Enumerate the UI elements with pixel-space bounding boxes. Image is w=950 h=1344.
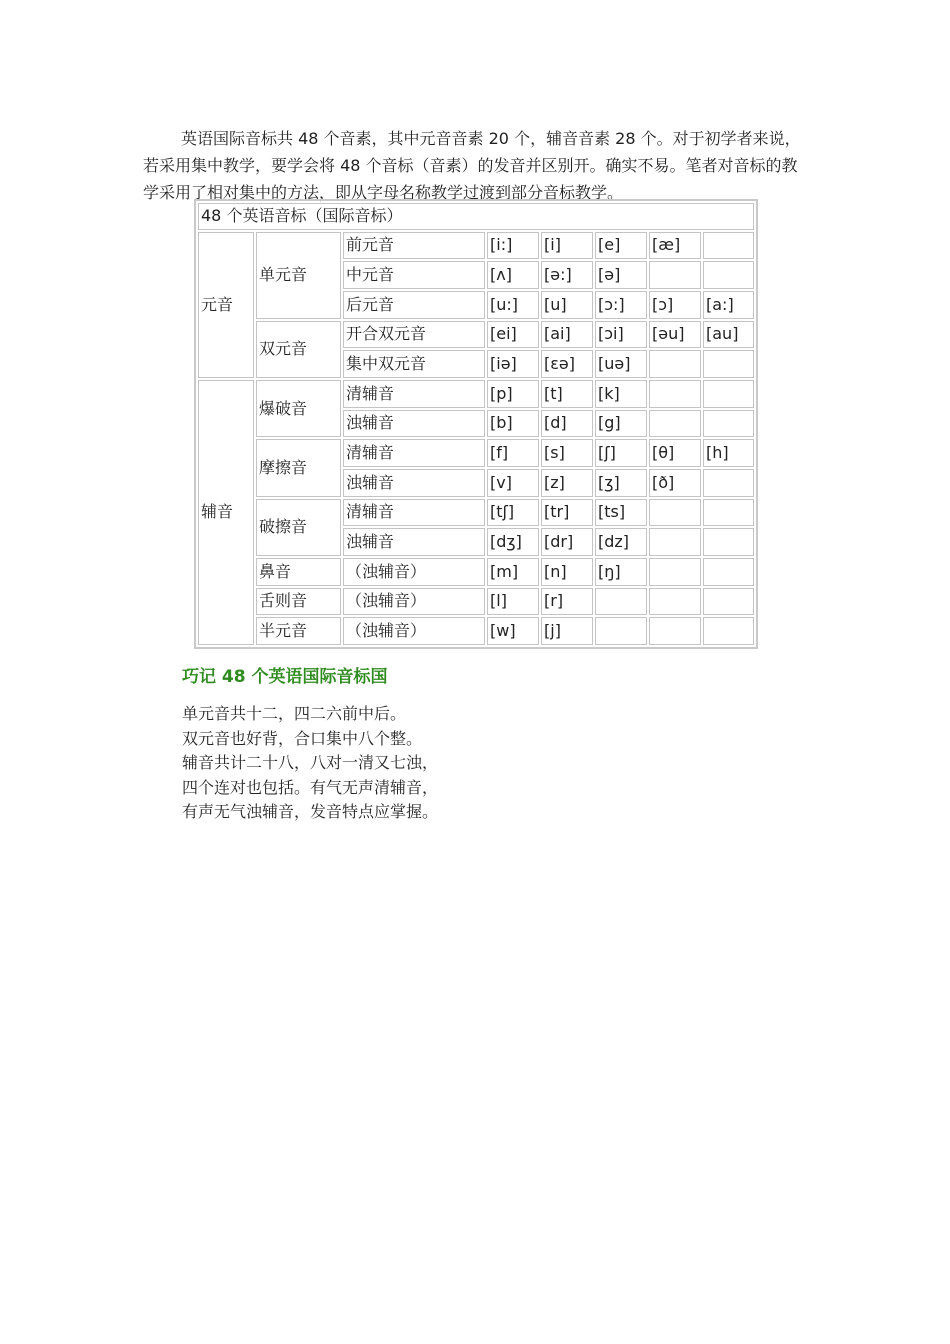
table-row bbox=[198, 232, 754, 260]
row-label: 后元音 bbox=[343, 291, 485, 319]
symbol-cell bbox=[703, 410, 754, 438]
symbol-cell bbox=[703, 617, 754, 645]
symbol-cell: [u] bbox=[541, 291, 593, 319]
symbol-cell bbox=[595, 588, 647, 616]
table-caption-row bbox=[198, 203, 754, 230]
subgroup-label-plosive: 爆破音 bbox=[256, 380, 341, 437]
symbol-cell: [e] bbox=[595, 232, 647, 260]
symbol-cell bbox=[649, 588, 701, 616]
rhyme-line: 辅音共计二十八，八对一清又七浊， bbox=[182, 753, 439, 772]
symbol-cell bbox=[649, 380, 701, 408]
symbol-cell: [d] bbox=[541, 410, 593, 438]
subgroup-label-nasal: 鼻音 bbox=[256, 558, 341, 586]
table-caption: 48 个英语音标（国际音标） bbox=[198, 203, 754, 230]
row-label: 浊辅音 bbox=[343, 469, 485, 497]
symbol-cell: [tʃ] bbox=[487, 499, 539, 527]
subgroup-label-lateral: 舌则音 bbox=[256, 588, 341, 616]
symbol-cell: [ɔ] bbox=[649, 291, 701, 319]
symbol-cell: [g] bbox=[595, 410, 647, 438]
symbol-cell bbox=[649, 410, 701, 438]
row-label: 集中双元音 bbox=[343, 350, 485, 378]
symbol-cell bbox=[649, 350, 701, 378]
row-label: （浊辅音） bbox=[343, 588, 485, 616]
symbol-cell: [u:] bbox=[487, 291, 539, 319]
subgroup-label-semivowel: 半元音 bbox=[256, 617, 341, 645]
symbol-cell: [ei] bbox=[487, 321, 539, 349]
table-row bbox=[198, 380, 754, 408]
symbol-cell bbox=[703, 380, 754, 408]
symbol-cell: [iə] bbox=[487, 350, 539, 378]
symbol-cell: [b] bbox=[487, 410, 539, 438]
symbol-cell: [v] bbox=[487, 469, 539, 497]
symbol-cell: [s] bbox=[541, 439, 593, 467]
intro-paragraph: 英语国际音标共 48 个音素，其中元音音素 20 个，辅音音素 28 个。对于初学者来说，若采用集中教学，要学会将 48 个音标（音素）的发音并区别开。确实不易。笔者对音标的教学采用了相对集中的方法，即从字母名称教学过渡到部分音标教学。 bbox=[143, 129, 801, 202]
symbol-cell: [i] bbox=[541, 232, 593, 260]
table-row bbox=[198, 321, 754, 349]
symbol-cell: [m] bbox=[487, 558, 539, 586]
row-label: 清辅音 bbox=[343, 499, 485, 527]
symbol-cell: [h] bbox=[703, 439, 754, 467]
table-row bbox=[198, 617, 754, 645]
rhyme-line: 四个连对也包括。有气无声清辅音， bbox=[182, 777, 439, 797]
table-row bbox=[198, 499, 754, 527]
row-label: （浊辅音） bbox=[343, 558, 485, 586]
symbol-cell bbox=[649, 617, 701, 645]
row-label: （浊辅音） bbox=[343, 617, 485, 645]
subgroup-label-fricative: 摩擦音 bbox=[256, 439, 341, 496]
symbol-cell: [ʌ] bbox=[487, 261, 539, 289]
symbol-cell bbox=[703, 261, 754, 289]
symbol-cell: [w] bbox=[487, 617, 539, 645]
symbol-cell: [ɔi] bbox=[595, 321, 647, 349]
symbol-cell bbox=[703, 232, 754, 260]
symbol-cell: [dr] bbox=[541, 528, 593, 556]
symbol-cell: [dʒ] bbox=[487, 528, 539, 556]
symbol-cell bbox=[595, 617, 647, 645]
subgroup-label-single-vowel: 单元音 bbox=[256, 232, 341, 319]
row-label: 前元音 bbox=[343, 232, 485, 260]
table-row bbox=[198, 588, 754, 616]
symbol-cell bbox=[703, 469, 754, 497]
symbol-cell bbox=[649, 499, 701, 527]
phonetic-symbol-table bbox=[194, 199, 758, 649]
row-label: 开合双元音 bbox=[343, 321, 485, 349]
symbol-cell: [p] bbox=[487, 380, 539, 408]
symbol-cell: [ɔ:] bbox=[595, 291, 647, 319]
row-label: 中元音 bbox=[343, 261, 485, 289]
symbol-cell: [ʃ] bbox=[595, 439, 647, 467]
symbol-cell: [z] bbox=[541, 469, 593, 497]
symbol-cell: [εə] bbox=[541, 350, 593, 378]
symbol-cell: [a:] bbox=[703, 291, 754, 319]
rhyme-line: 双元音也好背，合口集中八个整。 bbox=[182, 728, 423, 748]
symbol-cell: [i:] bbox=[487, 232, 539, 260]
symbol-cell: [ə:] bbox=[541, 261, 593, 289]
rhyme-line: 有声无气浊辅音，发音特点应掌握。 bbox=[182, 802, 439, 821]
table-row bbox=[198, 558, 754, 586]
symbol-cell: [r] bbox=[541, 588, 593, 616]
subgroup-label-affricate: 破擦音 bbox=[256, 499, 341, 556]
symbol-cell bbox=[703, 350, 754, 378]
row-label: 清辅音 bbox=[343, 439, 485, 467]
symbol-cell: [dz] bbox=[595, 528, 647, 556]
symbol-cell: [j] bbox=[541, 617, 593, 645]
row-label: 清辅音 bbox=[343, 380, 485, 408]
symbol-cell: [ŋ] bbox=[595, 558, 647, 586]
symbol-cell: [ə] bbox=[595, 261, 647, 289]
row-label: 浊辅音 bbox=[343, 528, 485, 556]
symbol-cell bbox=[649, 261, 701, 289]
rhyme-line: 单元音共十二，四二六前中后。 bbox=[182, 704, 407, 723]
symbol-cell: [æ] bbox=[649, 232, 701, 260]
symbol-cell bbox=[703, 558, 754, 586]
group-label-consonant: 辅音 bbox=[198, 380, 254, 645]
symbol-cell: [l] bbox=[487, 588, 539, 616]
symbol-cell bbox=[703, 588, 754, 616]
mnemonic-rhyme bbox=[182, 702, 438, 825]
symbol-cell: [tr] bbox=[541, 499, 593, 527]
symbol-cell: [ai] bbox=[541, 321, 593, 349]
table-row bbox=[198, 439, 754, 467]
symbol-cell: [t] bbox=[541, 380, 593, 408]
symbol-cell: [f] bbox=[487, 439, 539, 467]
symbol-cell: [ts] bbox=[595, 499, 647, 527]
symbol-cell: [ð] bbox=[649, 469, 701, 497]
symbol-cell bbox=[649, 528, 701, 556]
symbol-cell: [n] bbox=[541, 558, 593, 586]
subgroup-label-double-vowel: 双元音 bbox=[256, 321, 341, 378]
symbol-cell: [θ] bbox=[649, 439, 701, 467]
symbol-cell bbox=[703, 499, 754, 527]
symbol-cell: [ʒ] bbox=[595, 469, 647, 497]
row-label: 浊辅音 bbox=[343, 410, 485, 438]
section-heading: 巧记 48 个英语国际音标国 bbox=[182, 667, 388, 687]
symbol-cell: [əu] bbox=[649, 321, 701, 349]
symbol-cell: [au] bbox=[703, 321, 754, 349]
symbol-cell: [uə] bbox=[595, 350, 647, 378]
group-label-vowel: 元音 bbox=[198, 232, 254, 378]
symbol-cell bbox=[703, 528, 754, 556]
symbol-cell: [k] bbox=[595, 380, 647, 408]
symbol-cell bbox=[649, 558, 701, 586]
